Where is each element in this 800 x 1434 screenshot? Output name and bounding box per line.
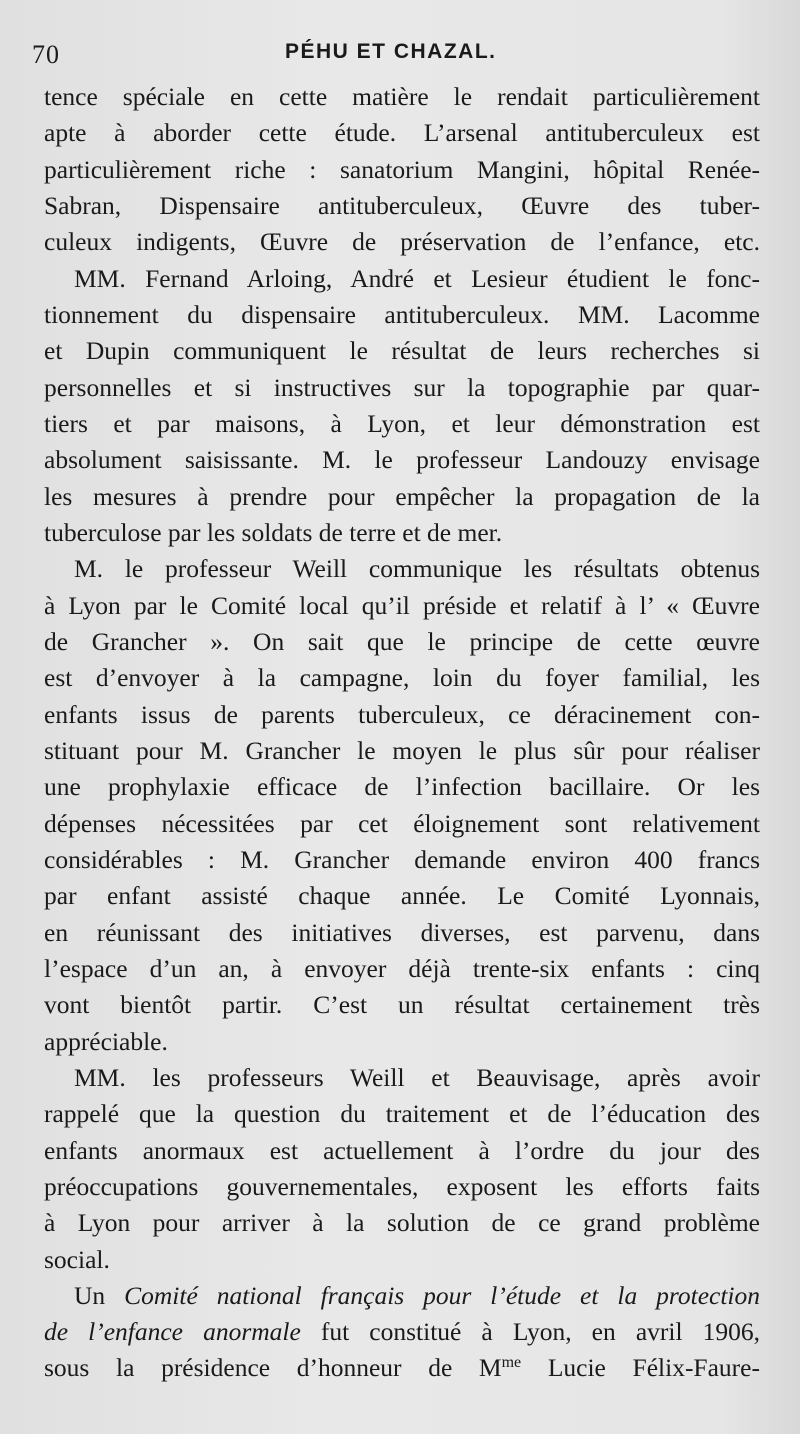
text-line: sous la présidence d’honneur de $M^{me}$ Lucie Félix-Faure-: [44, 1353, 760, 1383]
text-line: stituant pour M. Grancher le moyen le plus sûr pour réaliser: [44, 735, 760, 765]
text-line: considérables : M. Grancher demande environ 400 francs: [44, 844, 760, 874]
text-line: l’espace d’un an, à envoyer déjà trente-six enfants : cinq: [44, 953, 760, 983]
text-line: tence spéciale en cette matière le rendait particulièrement: [44, 82, 760, 111]
text-line: MM. Fernand Arloing, André et Lesieur étudient le fonc-: [74, 263, 760, 293]
text-line: enfants issus de parents tuberculeux, ce déracinement con-: [44, 699, 760, 729]
paragraph-3: [44, 551, 760, 1060]
text-line: par enfant assisté chaque année. Le Comité Lyonnais,: [44, 881, 760, 911]
text-line: apte à aborder cette étude. L’arsenal antituberculeux est: [44, 118, 760, 148]
text-line: Sabran, Dispensaire antituberculeux, Œuvre des tuber-: [44, 190, 760, 220]
paragraph-5: [44, 1278, 760, 1387]
text-line: tiers et par maisons, à Lyon, et leur démonstration est: [44, 408, 760, 438]
text-line: absolument saisissante. M. le professeur Landouzy envisage: [44, 445, 760, 475]
text-line: MM. les professeurs Weill et Beauvisage, après avoir: [74, 1062, 760, 1092]
text-line: M. le professeur Weill communique les résultats obtenus: [74, 554, 760, 584]
text-line: à Lyon pour arriver à la solution de ce grand problème: [44, 1208, 760, 1238]
text-line: préoccupations gouvernementales, exposent les efforts faits: [44, 1171, 760, 1201]
text-line: particulièrement riche : sanatorium Mangini, hôpital Renée-: [44, 154, 760, 184]
italic-title-text: de l’enfance anormale: [44, 1317, 301, 1347]
text-line: social.: [44, 1244, 110, 1274]
paragraph-2: [44, 261, 760, 552]
body-text: [44, 79, 760, 1387]
text-line: à Lyon par le Comité local qu’il préside et relatif à l’ « Œuvre: [44, 590, 760, 620]
text-line: enfants anormaux est actuellement à l’ordre du jour des: [44, 1135, 760, 1165]
text-line: appréciable.: [44, 1026, 168, 1056]
italic-title-text: Comité national français pour l’étude et la protection: [124, 1280, 760, 1310]
paragraph-1: [44, 79, 760, 261]
text-line: personnelles et si instructives sur la topographie par quar-: [44, 372, 760, 402]
text-line-italic-title-end: de l’enfance anormale fut constitué à Lyon, en avril 1906,: [44, 1317, 760, 1347]
text-line: tuberculose par les soldats de terre et de mer.: [44, 517, 503, 547]
text-line: rappelé que la question du traitement et de l’éducation des: [44, 1099, 760, 1129]
text-line: est d’envoyer à la campagne, loin du foyer familial, les: [44, 663, 760, 693]
paragraph-4: [44, 1060, 760, 1278]
text-line: de Grancher ». On sait que le principe de cette œuvre: [44, 626, 760, 656]
text-line: les mesures à prendre pour empêcher la propagation de la: [44, 481, 760, 511]
text-line-italic-title-start: Un Comité national français pour l’étude et la protection: [74, 1280, 760, 1310]
page-number: 70: [32, 40, 60, 69]
page-header: [0, 30, 800, 70]
text-line: une prophylaxie efficace de l’infection bacillaire. Or les: [44, 772, 760, 802]
text-line: culeux indigents, Œuvre de préservation de l’enfance, etc.: [44, 227, 760, 257]
text-line: dépenses nécessitées par cet éloignement sont relativement: [44, 808, 760, 838]
text-line: vont bientôt partir. C’est un résultat certainement très: [44, 990, 760, 1020]
running-head: PÉHU ET CHAZAL.: [285, 40, 497, 63]
text-line: et Dupin communiquent le résultat de leurs recherches si: [44, 336, 760, 366]
text-line: en réunissant des initiatives diverses, est parvenu, dans: [44, 917, 760, 947]
superscript-text: me: [501, 1354, 522, 1372]
text-line: tionnement du dispensaire antituberculeux. MM. Lacomme: [44, 299, 760, 329]
